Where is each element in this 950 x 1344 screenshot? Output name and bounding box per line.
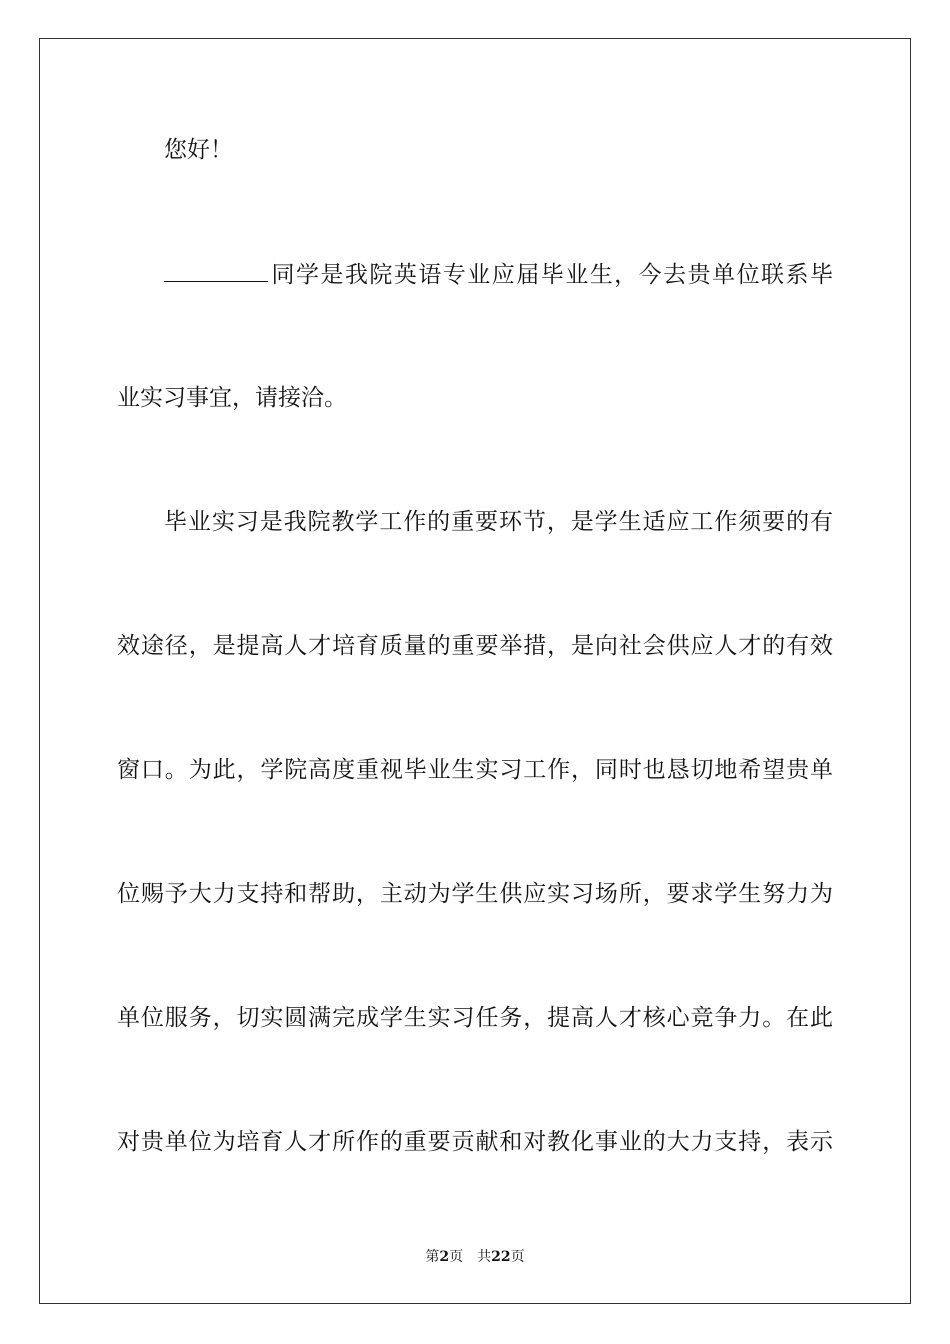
paragraph-2-line-3: 窗口。为此，学院高度重视毕业生实习工作，同时也恳切地希望贵单 xyxy=(117,757,833,783)
paragraph-2-line-1: 毕业实习是我院教学工作的重要环节，是学生适应工作须要的有 xyxy=(164,509,833,535)
paragraph-1-line-1 xyxy=(164,259,833,290)
total-suffix: 页 xyxy=(510,1249,525,1265)
paragraph-2-line-4: 位赐予大力支持和帮助，主动为学生供应实习场所，要求学生努力为 xyxy=(117,881,833,907)
total-prefix: 共 xyxy=(477,1249,492,1265)
paragraph-2-line-6: 对贵单位为培育人才所作的重要贡献和对教化事业的大力支持，表示 xyxy=(117,1129,833,1155)
paragraph-1-line-1-text: 同学是我院英语专业应届毕业生，今去贵单位联系毕 xyxy=(270,262,833,288)
greeting: 您好！ xyxy=(164,137,233,163)
page-current: 2 xyxy=(439,1249,450,1265)
page-border xyxy=(39,38,911,1304)
paragraph-1-line-2: 业实习事宜，请接洽。 xyxy=(117,385,347,411)
page-footer xyxy=(0,1248,950,1266)
page-prefix: 第 xyxy=(425,1249,440,1265)
paragraph-2-line-2: 效途径，是提高人才培育质量的重要举措，是向社会供应人才的有效 xyxy=(117,633,833,659)
page-suffix: 页 xyxy=(449,1249,464,1265)
name-blank xyxy=(164,259,268,282)
paragraph-2-line-5: 单位服务，切实圆满完成学生实习任务，提高人才核心竞争力。在此 xyxy=(117,1005,833,1031)
page-total: 22 xyxy=(491,1249,511,1265)
